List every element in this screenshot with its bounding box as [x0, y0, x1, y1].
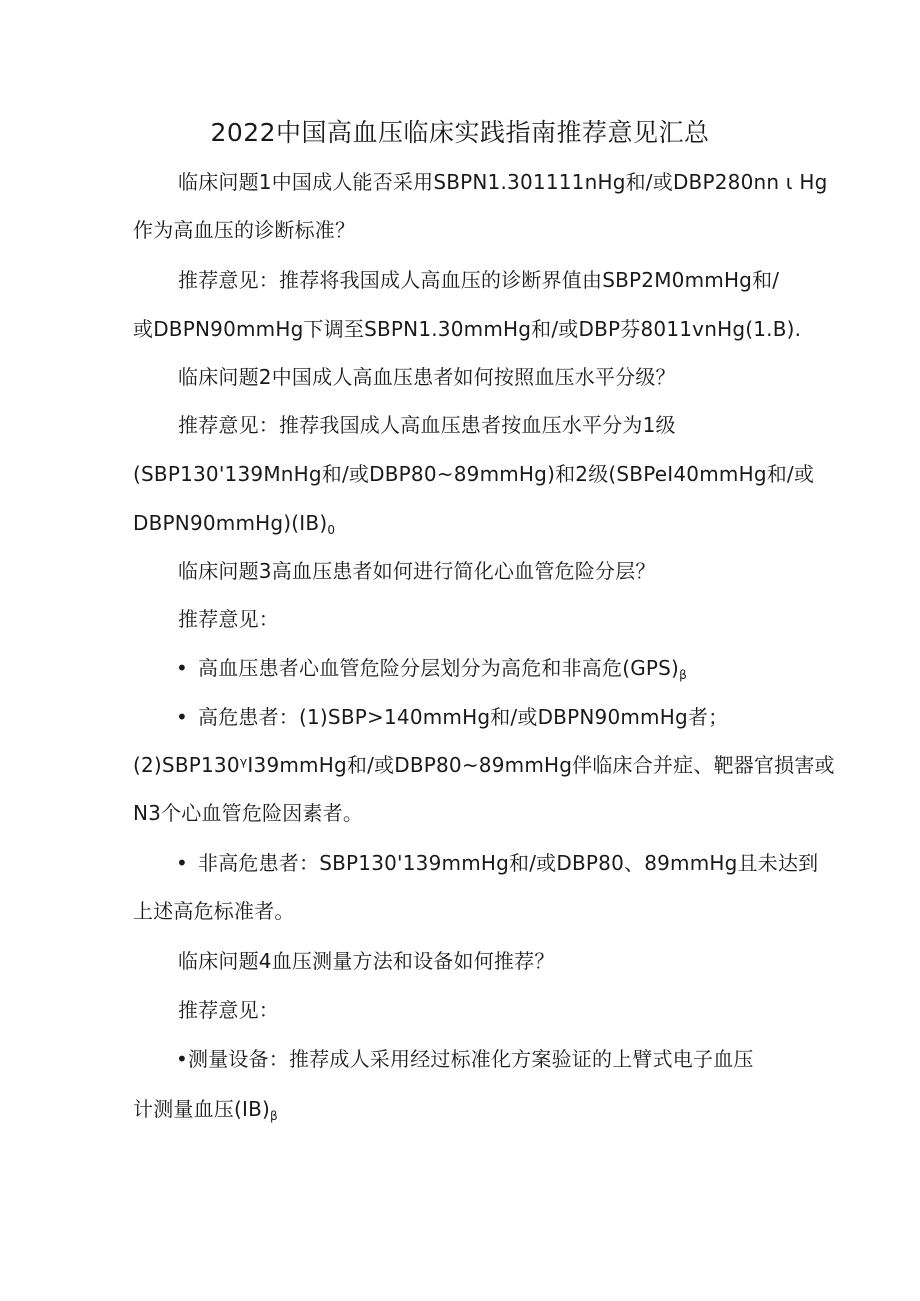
bullet-item-2 — [176, 701, 728, 733]
bullet-item-4-line-2 — [133, 1093, 278, 1132]
question-1-line-2: 作为高血压的诊断标准？ — [133, 218, 356, 242]
recommendation-3-label: 推荐意见： — [178, 607, 279, 631]
recommendation-2-line-3 — [133, 507, 335, 546]
recommendation-4-label: 推荐意见： — [178, 998, 279, 1022]
document-title: 2022中国高血压临床实践指南推荐意见汇总 — [210, 118, 710, 147]
bullet-item-1-subscript: β — [679, 668, 687, 682]
question-4-line-1: 临床问题4血压测量方法和设备如何推荐？ — [178, 949, 555, 973]
bullet-item-2-line-3: N3个心血管危险因素者。 — [133, 801, 364, 825]
recommendation-2-line-3-text: DBPN90mmHg)(IB) — [133, 511, 328, 535]
question-1-line-1: 临床问题1中国成人能否采用SBPN1.301111nHg和/或DBP280nn ι Hg — [178, 170, 828, 194]
bullet-item-4: •测量设备：推荐成人采用经过标准化方案验证的上臂式电子血压 — [176, 1047, 754, 1071]
recommendation-1-line-1: 推荐意见：推荐将我国成人高血压的诊断界值由SBP2M0mmHg和/ — [178, 268, 780, 292]
bullet-item-4-line-2-text: 计测量血压(IB) — [133, 1097, 271, 1121]
recommendation-2-line-3-subscript: 0 — [327, 523, 336, 537]
recommendation-2-line-2: (SBP130'139MnHg和/或DBP80~89mmHg)和2级(SBPeI40mmHg和/或 — [133, 462, 815, 486]
bullet-item-4-line-2-subscript: β — [270, 1109, 278, 1123]
bullet-item-2-text: 高危患者：(1)SBP>140mmHg和/或DBPN90mmHg者； — [198, 705, 729, 729]
recommendation-2-line-1: 推荐意见：推荐我国成人高血压患者按血压水平分为1级 — [178, 413, 676, 437]
bullet-dot: • — [176, 851, 188, 875]
bullet-dot: • — [176, 705, 188, 729]
recommendation-1-line-2: 或DBPN90mmHg下调至SBPN1.30mmHg和/或DBP芬8011vnHg(1.B). — [133, 317, 802, 341]
bullet-dot: • — [176, 656, 188, 680]
bullet-item-1 — [176, 652, 687, 691]
question-2-line-1: 临床问题2中国成人高血压患者如何按照血压水平分级？ — [178, 365, 676, 389]
question-3-line-1: 临床问题3高血压患者如何进行简化心血管危险分层？ — [178, 559, 656, 583]
bullet-item-3-text: 非高危患者：SBP130'139mmHg和/或DBP80、89mmHg且未达到 — [198, 851, 819, 875]
bullet-item-1-text: 高血压患者心血管危险分层划分为高危和非高危(GPS) — [198, 656, 680, 680]
bullet-item-3 — [176, 847, 818, 879]
bullet-item-3-line-2: 上述高危标准者。 — [133, 899, 295, 923]
bullet-item-2-line-2: (2)SBP130ᵞI39mmHg和/或DBP80~89mmHg伴临床合并症、靶器官损害或 — [133, 753, 835, 777]
